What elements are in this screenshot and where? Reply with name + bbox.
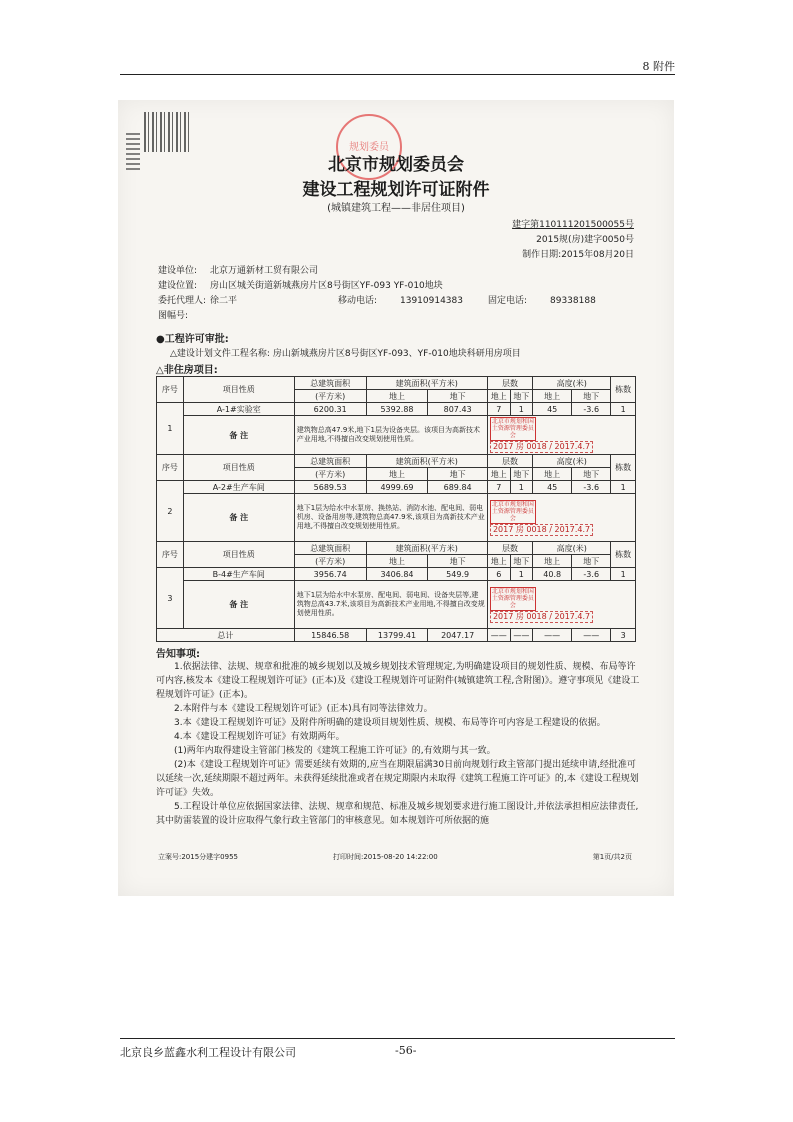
handwritten-approval: 2017 房 0018 / 2017.4.7 <box>490 524 593 536</box>
handwritten-approval: 2017 房 0018 / 2017.4.7 <box>490 611 593 623</box>
print-time: 打印时间:2015-08-20 14:22:00 <box>333 853 438 861</box>
permit-number: 建字第110111201500055号 <box>512 220 634 230</box>
notice-paragraph: 2.本附件与本《建设工程规划许可证》(正本)具有同等法律效力。 <box>174 704 433 714</box>
table-row: 3 B-4#生产车间 3956.74 3406.84 549.9 6 1 40.8 -3.6 1 <box>157 568 636 581</box>
handwritten-approval: 2017 房 0018 / 2017.4.7 <box>490 441 593 453</box>
permit-numbers <box>512 218 634 263</box>
approval-stamp: 北京市规划和国土资源管理委员会 <box>491 500 534 522</box>
barcode-icon <box>144 112 190 152</box>
totals-row: 总计 15846.58 13799.41 2047.17 —— —— —— —— 3 <box>157 629 636 642</box>
permit-date: 制作日期:2015年08月20日 <box>522 250 634 260</box>
chapter-label: 8 附件 <box>642 60 675 73</box>
fixed-value: 89338188 <box>550 296 596 306</box>
doc-title-main: 北京市规划委员会 <box>328 155 464 175</box>
red-seal: 规划委员 <box>336 114 402 180</box>
doc-title-sub: 建设工程规划许可证附件 <box>302 180 490 200</box>
location-value: 房山区城关街道新城燕房片区8号街区YF-093 YF-010地块 <box>210 281 443 291</box>
project-name-line: △建设计划文件工程名称: 房山新城燕房片区8号街区YF-093、YF-010地块科研用房项目 <box>170 349 521 359</box>
notice-paragraph: (2)本《建设工程规划许可证》需要延续有效期的,应当在期限届满30日前向规划行政主管部门提出延续申请,经批准可以延续一次,延续期限不超过两年。未获得延续批准或者在规定期限内未取得《建筑工程施工许可证》的,本《建设工程规划许可证》失效。 <box>156 760 639 798</box>
remark-row: 备 注 地下1层为给水中水泵房、换热站、消防水池、配电间、弱电机房、设备用房等,建筑物总高47.9米,该项目为高新技术产业用地,不得擅自改变规划使用性质。 北京市规划和国土资源管理委员会 2017 房 0018 / 2017.4.7 <box>157 494 636 542</box>
notice-paragraph: 3.本《建设工程规划许可证》及附件所明确的建设项目规划性质、规模、布局等许可内容是工程建设的依据。 <box>174 718 606 728</box>
scan-page-count: 第1页/共2页 <box>592 853 632 861</box>
page-footer <box>120 1038 675 1063</box>
agent-value: 徐二平 <box>210 296 238 306</box>
footer-company: 北京良乡蓝鑫水利工程设计有限公司 <box>120 1046 296 1059</box>
table-row: 2 A-2#生产车间 5689.53 4999.69 689.84 7 1 45 -3.6 1 <box>157 481 636 494</box>
footer-page-number: -56- <box>395 1044 417 1057</box>
project-table: 序号 项目性质 总建筑面积 建筑面积(平方米) 层数 高度(米) 栋数 (平方米) 地上 地下 地上 地下 地上 地下 1 A-1#实验室 6200.31 5392.88 807.43 7 1 45 -3.6 1 备 注 建筑物总高47.9米,地下1层为设备夹层。该项目为高新技术产业用地,不得擅自改变规划使用性质。 北京市规划和国土资源管理委员会 2017 房 0018 / 2017.4.7 序号 项目性质 总建筑面积 建筑面积(平方米) 层数 高度(米) 栋数 (平方米) 地上 地下 地上 地下 地上 地下 2 A-2#生产车间 5689.53 4999.69 689.84 7 1 45 -3.6 1 备 注 地下1层为给水中水泵房、换热站、消防水池、配电间、弱电机房、设备用房等,建筑物总高47.9米,该项目为高新技术产业用地,不得擅自改变规划使用性质。 北京市规划和国土资源管理委员会 2017 房 0018 / 2017.4.7 序号 项目性质 总建筑面积 建筑面积(平方米) 层数 高度(米) 栋数 (平方米) 地上 地下 地上 地下 地上 地下 3 B-4#生产车间 3956.74 3406.84 549.9 6 1 40.8 -3.6 1 备 注 地下1层为给水中水泵房、配电间、弱电间、设备夹层等,建筑物总高43.7米,该项目为高新技术产业用地,不得擅自改变规划使用性质。 北京市规划和国土资源管理委员会 2017 房 0018 / 2017.4.7 总计 15846.58 13799.41 2047.17 —— —— —— —— 3 <box>156 376 636 642</box>
applicant-info: 建设单位: 北京万通新材工贸有限公司 建设位置: 房山区城关街道新城燕房片区8号街区YF-093 YF-010地块 委托代理人: 徐二平 移动电话: 13910914383 固定电话: 89338188 图幅号: <box>158 266 596 321</box>
notice-paragraph: (1)两年内取得建设主管部门核发的《建筑工程施工许可证》的,有效期与其一致。 <box>174 746 496 756</box>
doc-title-type: (城镇建筑工程——非居住项目) <box>327 203 465 214</box>
remark-row: 备 注 地下1层为给水中水泵房、配电间、弱电间、设备夹层等,建筑物总高43.7米,该项目为高新技术产业用地,不得擅自改变规划使用性质。 北京市规划和国土资源管理委员会 2017 房 0018 / 2017.4.7 <box>157 581 636 629</box>
remark-row: 备 注 建筑物总高47.9米,地下1层为设备夹层。该项目为高新技术产业用地,不得擅自改变规划使用性质。 北京市规划和国土资源管理委员会 2017 房 0018 / 2017.4.7 <box>157 416 636 455</box>
notice-paragraph: 5.工程设计单位应依据国家法律、法规、规章和规范、标准及城乡规划要求进行施工图设计,并依法承担相应法律责任,其中防雷装置的设计应取得气象行政主管部门的审核意见。如本规划许可所依据的施 <box>156 802 639 826</box>
scanned-permit-document <box>118 100 674 896</box>
notice-paragraph: 4.本《建设工程规划许可证》有效期两年。 <box>174 732 345 742</box>
file-number: 立案号:2015分建字0955 <box>158 853 238 861</box>
approval-stamp: 北京市规划和国土资源管理委员会 <box>491 418 534 439</box>
notice-title: 告知事项: <box>156 649 200 660</box>
notice-paragraph: 1.依据法律、法规、规章和批准的城乡规划以及城乡规划技术管理规定,为明确建设项目的规划性质、规模、布局等许可内容,核发本《建设工程规划许可证》(正本)及《建设工程规划许可证附件(城镇建筑工程,含附图)》。遵守事项见《建设工程规划许可证》(正本)。 <box>156 662 640 700</box>
approval-stamp: 北京市规划和国土资源管理委员会 <box>491 587 534 609</box>
table-row: 1 A-1#实验室 6200.31 5392.88 807.43 7 1 45 -3.6 1 <box>157 403 636 416</box>
nonres-title: △非住房项目: <box>156 365 218 376</box>
page-header <box>120 58 675 75</box>
unit-value: 北京万通新材工贸有限公司 <box>210 266 319 276</box>
notice-body <box>156 660 640 828</box>
approval-title: ●工程许可审批: <box>156 334 229 345</box>
mobile-value: 13910914383 <box>400 296 463 306</box>
permit-code: 2015规(房)建字0050号 <box>536 235 634 245</box>
